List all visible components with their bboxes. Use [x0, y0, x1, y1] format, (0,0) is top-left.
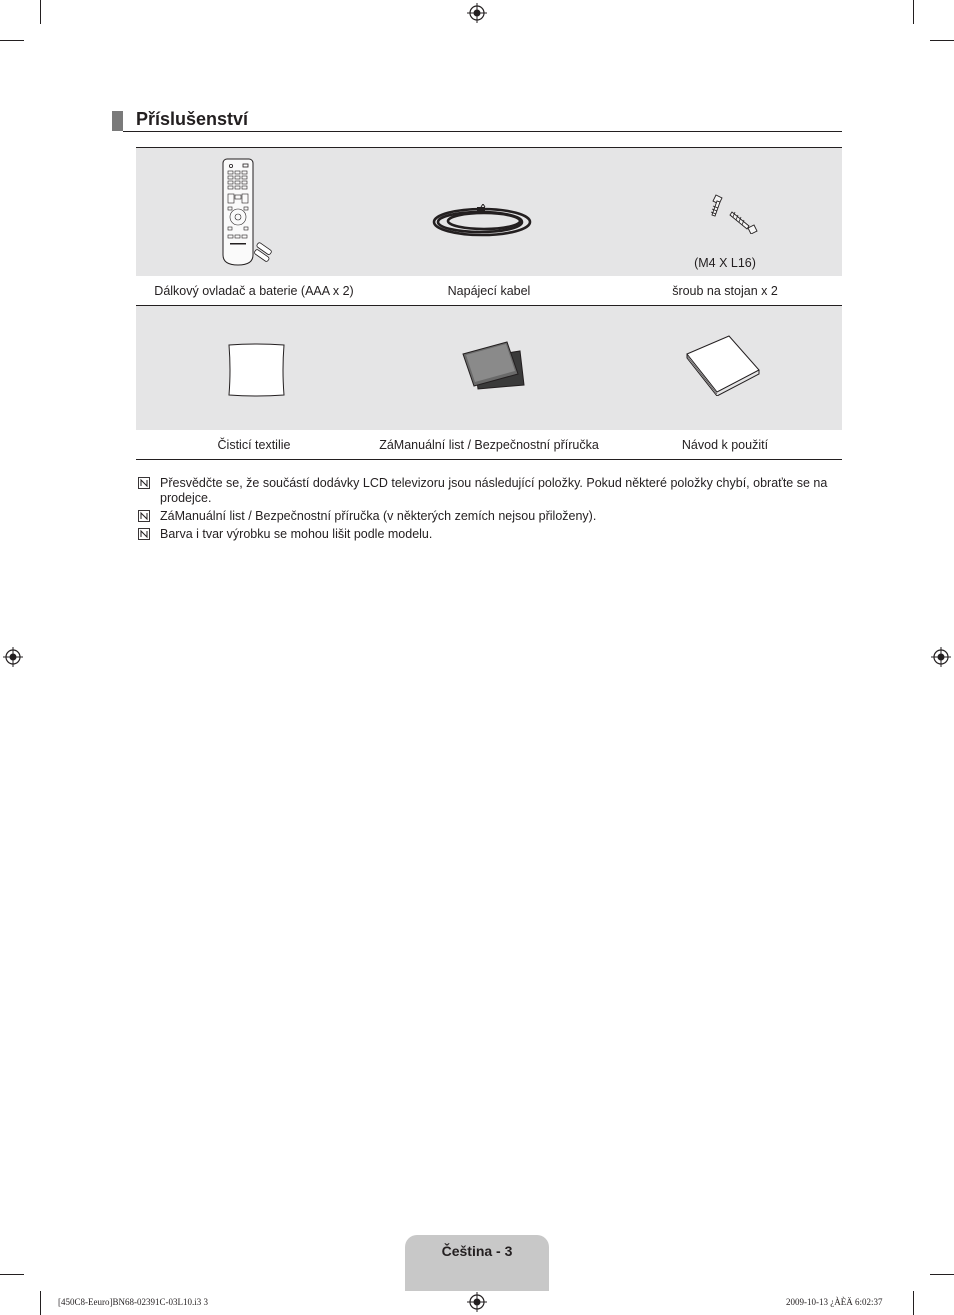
note-item — [138, 476, 838, 508]
accessory-caption: ZáManuální list / Bezpečnostní příručka — [379, 438, 599, 452]
crop-mark — [40, 1291, 41, 1315]
accessory-caption: Čisticí textilie — [217, 438, 291, 452]
crop-mark — [913, 1291, 914, 1315]
note-text: ZáManuální list / Bezpečnostní příručka (v některých zemích nejsou přiloženy). — [160, 509, 597, 523]
crop-mark — [0, 40, 24, 41]
screw-icon — [702, 192, 758, 234]
section-rule — [123, 131, 842, 132]
note-icon — [138, 528, 150, 540]
power-cable-icon — [428, 204, 536, 240]
accessory-caption: Napájecí kabel — [447, 284, 531, 298]
note-icon — [138, 477, 150, 489]
cleaning-cloth-icon — [226, 342, 286, 398]
section-marker — [112, 111, 123, 131]
crop-mark — [913, 0, 914, 24]
print-slug-right: 2009-10-13 ¿ÀÈÄ 6:02:37 — [786, 1297, 883, 1307]
crop-mark — [930, 40, 954, 41]
remote-control-icon — [221, 156, 285, 270]
crop-mark — [930, 1274, 954, 1275]
table-rule — [136, 459, 842, 460]
accessory-caption: Návod k použití — [681, 438, 769, 452]
accessory-caption: Dálkový ovladač a baterie (AAA x 2) — [154, 284, 354, 298]
note-text: Barva i tvar výrobku se mohou lišit podle modelu. — [160, 527, 433, 541]
print-slug-left: [450C8-Eeuro]BN68-02391C-03L10.i3 3 — [58, 1297, 208, 1307]
registration-mark-icon — [467, 1292, 487, 1312]
note-item — [138, 509, 838, 525]
crop-mark — [0, 1274, 24, 1275]
registration-mark-icon — [467, 3, 487, 23]
note-icon — [138, 510, 150, 522]
note-item — [138, 527, 838, 543]
screw-size-label: (M4 X L16) — [694, 256, 756, 270]
registration-mark-icon — [3, 647, 23, 667]
accessory-caption: šroub na stojan x 2 — [672, 284, 778, 298]
manual-book-icon — [684, 334, 762, 396]
section-title: Příslušenství — [136, 109, 249, 129]
page-number-label: Čeština - 3 — [441, 1243, 513, 1259]
crop-mark — [40, 0, 41, 24]
registration-mark-icon — [931, 647, 951, 667]
note-text: Přesvědčte se, že součástí dodávky LCD televizoru jsou následující položky. Pokud některé položky chybí, obraťte se na — [160, 476, 828, 490]
note-text-continued: prodejce. — [160, 491, 212, 505]
warranty-card-icon — [460, 340, 526, 392]
